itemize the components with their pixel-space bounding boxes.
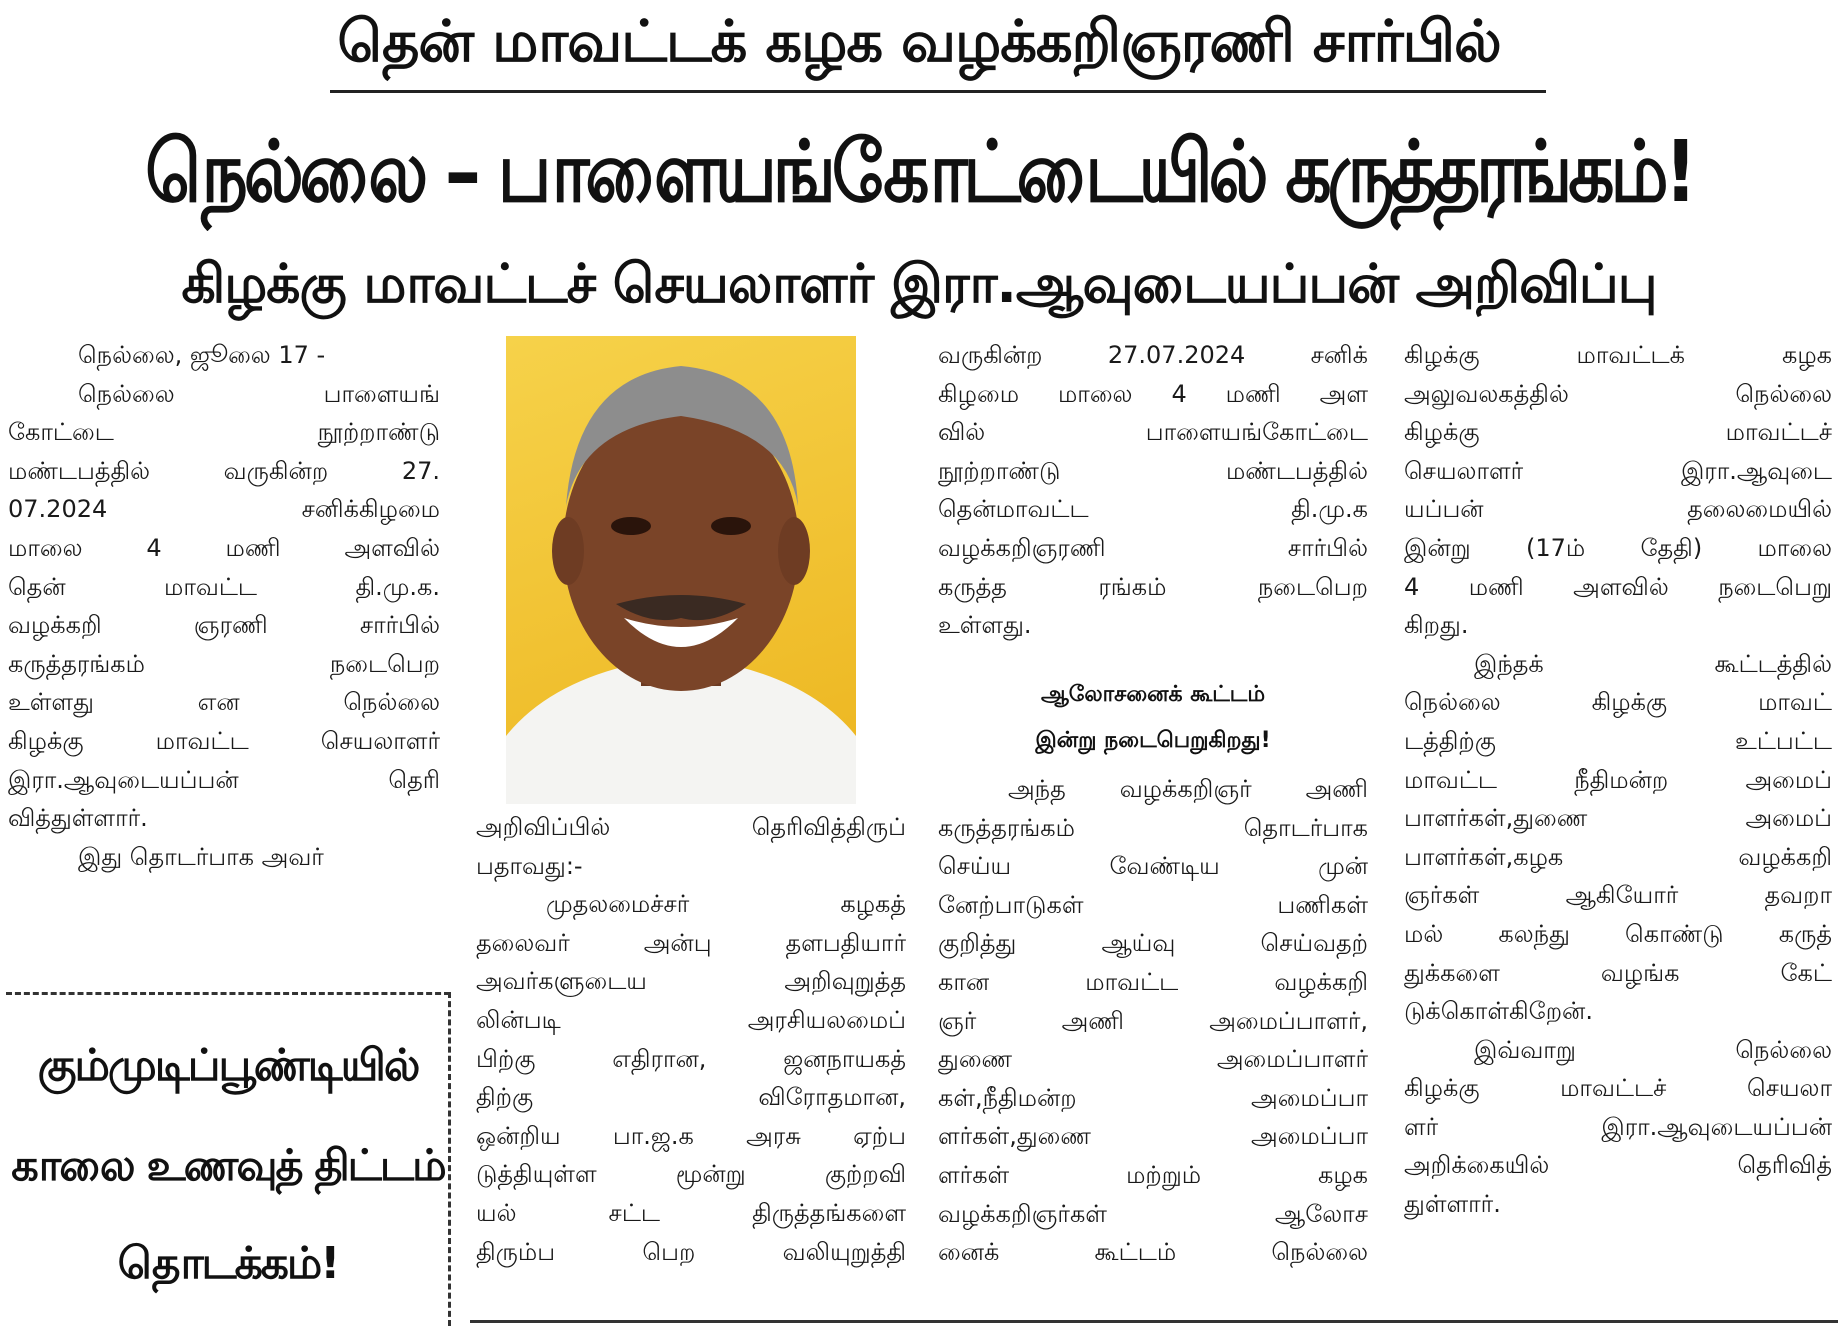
text-line: கிழக்கு மாவட்டச் செயலா bbox=[1404, 1074, 1832, 1103]
text-line: கிழக்கு மாவட்ட செயலாளர் bbox=[8, 726, 440, 755]
text-line: டத்திற்கு உட்பட்ட bbox=[1404, 726, 1832, 755]
text-line: பிற்கு எதிரான, ஜனநாயகத் bbox=[476, 1044, 906, 1073]
bottom-rule bbox=[470, 1320, 1838, 1323]
text-line: மண்டபத்தில் வருகின்ற 27. bbox=[8, 456, 440, 485]
text-line: துள்ளார். bbox=[1404, 1190, 1501, 1219]
subheadline: கிழக்கு மாவட்டச் செயலாளர் இரா.ஆவுடையப்பன் அறிவிப்பு bbox=[181, 252, 1657, 315]
text-line: ளர்கள் மற்றும் கழக bbox=[938, 1160, 1368, 1189]
text-line: செய்ய வேண்டிய முன் bbox=[938, 852, 1368, 881]
text-line: மாவட்ட நீதிமன்ற அமைப் bbox=[1404, 765, 1832, 794]
text-line: மல் கலந்து கொண்டு கருத் bbox=[1404, 919, 1832, 948]
text-line: முதலமைச்சர் கழகத் bbox=[546, 890, 906, 919]
text-line: வழக்கறிஞர்கள் ஆலோச bbox=[938, 1199, 1368, 1228]
text-line: உள்ளது. bbox=[938, 611, 1032, 640]
article-column-1 bbox=[8, 336, 440, 876]
person-portrait-icon bbox=[506, 336, 856, 804]
text-line: துணை அமைப்பாளர் bbox=[938, 1045, 1368, 1074]
text-line: யல் சட்ட திருத்தங்களை bbox=[476, 1198, 906, 1227]
text-line: செயலாளர் இரா.ஆவுடை bbox=[1404, 456, 1832, 485]
text-line: பதாவது:- bbox=[476, 851, 583, 880]
side-story-title-line-2: காலை உணவுத் திட்டம் bbox=[11, 1141, 445, 1191]
text-line: டுத்தியுள்ள மூன்று குற்றவி bbox=[476, 1160, 906, 1189]
text-line: டுக்கொள்கிறேன். bbox=[1404, 997, 1593, 1026]
text-line: நூற்றாண்டு மண்டபத்தில் bbox=[938, 456, 1368, 485]
text-line: னைக் கூட்டம் நெல்லை bbox=[938, 1238, 1368, 1267]
text-line: ஞர் அணி அமைப்பாளர், bbox=[938, 1006, 1368, 1035]
text-line: தென்மாவட்ட தி.மு.க bbox=[938, 495, 1368, 524]
text-line: துக்களை வழங்க கேட் bbox=[1404, 958, 1832, 987]
headline: நெல்லை – பாளையங்கோட்டையில் கருத்தரங்கம்! bbox=[145, 123, 1693, 221]
text-line: யப்பன் தலைமையில் bbox=[1404, 495, 1832, 524]
text-line: குறித்து ஆய்வு செய்வதற் bbox=[938, 929, 1368, 958]
text-line: கருத்த ரங்கம் நடைபெற bbox=[938, 572, 1368, 601]
text-line: ளர்கள்,துணை அமைப்பா bbox=[938, 1122, 1368, 1151]
text-line: கருத்தரங்கம் நடைபெற bbox=[8, 649, 440, 678]
text-line: இந்தக் கூட்டத்தில் bbox=[1474, 649, 1832, 678]
side-box-border-right bbox=[448, 992, 451, 1326]
text-line: கிழக்கு மாவட்டச் bbox=[1404, 418, 1832, 447]
text-line: னேற்பாடுகள் பணிகள் bbox=[938, 890, 1368, 919]
text-line: இன்று (17ம் தேதி) மாலை bbox=[1404, 533, 1832, 562]
text-line: கிறது. bbox=[1404, 611, 1469, 640]
text-line: கிழமை மாலை 4 மணி அள bbox=[938, 379, 1368, 408]
article-column-2 bbox=[476, 808, 906, 1271]
text-line: 07.2024 சனிக்கிழமை bbox=[8, 495, 440, 524]
text-line: திரும்ப பெற வலியுறுத்தி bbox=[476, 1237, 906, 1266]
side-story-title-line-1: கும்முடிப்பூண்டியில் bbox=[37, 1040, 419, 1091]
text-line: கான மாவட்ட வழக்கறி bbox=[938, 967, 1368, 996]
text-line: அலுவலகத்தில் நெல்லை bbox=[1404, 379, 1832, 408]
text-line: அந்த வழக்கறிஞர் அணி bbox=[1008, 775, 1368, 803]
text-line: திற்கு விரோதமான, bbox=[476, 1083, 906, 1112]
text-line: நெல்லை கிழக்கு மாவட் bbox=[1404, 688, 1832, 717]
subheading-today: இன்று நடைபெறுகிறது! bbox=[1035, 728, 1271, 753]
subheading-meeting: ஆலோசனைக் கூட்டம் bbox=[1040, 682, 1266, 707]
article-column-3-continued bbox=[938, 770, 1368, 1272]
text-line: தலைவர் அன்பு தளபதியார் bbox=[476, 928, 906, 957]
text-line: பாளர்கள்,துணை அமைப் bbox=[1404, 804, 1832, 833]
text-line: கள்,நீதிமன்ற அமைப்பா bbox=[938, 1083, 1368, 1112]
article-column-3 bbox=[938, 336, 1368, 645]
text-line: தென் மாவட்ட தி.மு.க. bbox=[8, 572, 440, 601]
text-line: வழக்கறிஞரணி சார்பில் bbox=[938, 533, 1368, 562]
text-line: கிழக்கு மாவட்டக் கழக bbox=[1404, 341, 1832, 369]
text-line: வித்துள்ளார். bbox=[8, 804, 148, 833]
text-line: ஞர்கள் ஆகியோர் தவறா bbox=[1404, 881, 1832, 910]
text-line: கருத்தரங்கம் தொடர்பாக bbox=[938, 813, 1368, 842]
text-line: கோட்டை நூற்றாண்டு bbox=[8, 418, 440, 447]
text-line: அறிவிப்பில் தெரிவித்திருப் bbox=[476, 813, 906, 841]
text-line: இது தொடர்பாக அவர் bbox=[78, 842, 324, 871]
text-line: இவ்வாறு நெல்லை bbox=[1474, 1035, 1832, 1064]
text-line: வில் பாளையங்கோட்டை bbox=[938, 418, 1368, 447]
side-story-title-line-3: தொடக்கம்! bbox=[117, 1238, 339, 1289]
kicker-rule bbox=[330, 90, 1546, 93]
text-line: ஒன்றிய பா.ஜ.க அரசு ஏற்ப bbox=[476, 1121, 906, 1150]
text-line: 4 மணி அளவில் நடைபெறு bbox=[1404, 572, 1832, 601]
article-column-4 bbox=[1404, 336, 1832, 1224]
text-line: அவர்களுடைய அறிவுறுத்த bbox=[476, 967, 906, 996]
text-line: ளர் இரா.ஆவுடையப்பன் bbox=[1404, 1112, 1832, 1141]
text-line: உள்ளது என நெல்லை bbox=[8, 688, 440, 717]
dateline: நெல்லை, ஜூலை 17 - bbox=[78, 341, 326, 369]
portrait-photo bbox=[506, 336, 856, 804]
text-line: வழக்கறி ஞரணி சார்பில் bbox=[8, 611, 440, 640]
text-line: அறிக்கையில் தெரிவித் bbox=[1404, 1151, 1832, 1180]
text-line: வருகின்ற 27.07.2024 சனிக் bbox=[938, 341, 1368, 369]
text-line: லின்படி அரசியலமைப் bbox=[476, 1005, 906, 1034]
text-line: நெல்லை பாளையங் bbox=[78, 379, 440, 408]
text-line: பாளர்கள்,கழக வழக்கறி bbox=[1404, 842, 1832, 871]
text-line: மாலை 4 மணி அளவில் bbox=[8, 533, 440, 562]
text-line: இரா.ஆவுடையப்பன் தெரி bbox=[8, 765, 440, 794]
kicker-heading: தென் மாவட்டக் கழக வழக்கறிஞரணி சார்பில் bbox=[337, 8, 1501, 75]
side-box-border-top bbox=[6, 992, 450, 995]
